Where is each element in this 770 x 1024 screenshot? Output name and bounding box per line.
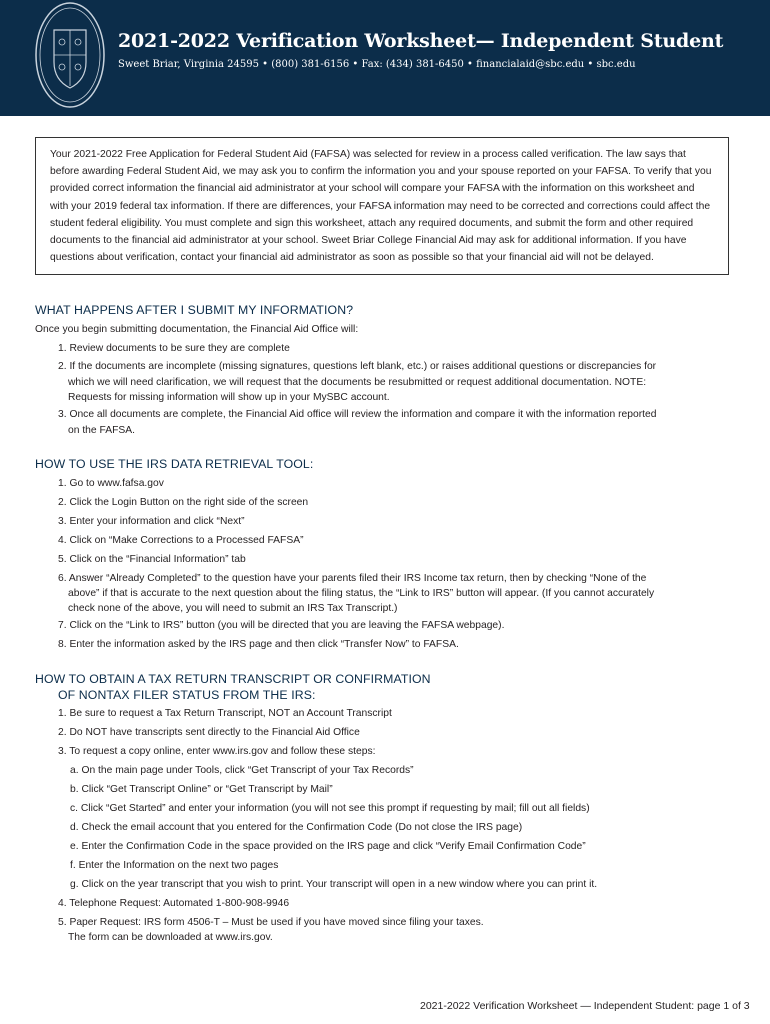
page-footer [420,1000,750,1012]
sub-list-item: c. Click “Get Started” and enter your information (you will not see this prompt if requesting by mail; fill out all fields) [70,803,590,814]
sub-list-item: e. Enter the Confirmation Code in the space provided on the IRS page and click “Verify Email Confirmation Code” [70,841,586,852]
list-item: 3. To request a copy online, enter www.irs.gov and follow these steps: [58,746,376,757]
list-item: 4. Click on “Make Corrections to a Processed FAFSA” [58,535,304,546]
list-item: check none of the above, you will need to submit an IRS Tax Transcript.) [68,603,398,614]
intro-text: Your 2021-2022 Free Application for Federal Student Aid (FAFSA) was selected for review in a process called verification. The law says that before awarding Federal Student Aid, we may ask you to confirm the information you and your spouse reported on your FAFSA. To verify that you provided correct information the financial aid administrator at your school will compare your FAFSA with the information on this worksheet and with your 2019 federal tax information. If there are differences, your FAFSA information may need to be corrected and corrections could affect the student federal eligibility. You must complete and sign this worksheet, attach any required documents, and submit the form and other required documents to the financial aid administrator at your school. Sweet Briar College Financial Aid may ask for additional information. If you have questions about verification, contact your financial aid administrator as soon as possible so that your financial aid will not be delayed. [50,149,712,264]
list-item: The form can be downloaded at www.irs.gov. [68,932,273,943]
intro-box [35,137,729,275]
section-heading-irs-drt: HOW TO USE THE IRS DATA RETRIEVAL TOOL: [35,457,314,471]
list-item: 7. Click on the “Link to IRS” button (you will be directed that you are leaving the FAFSA webpage). [58,620,505,631]
list-item: 2. Click the Login Button on the right side of the screen [58,497,309,508]
list-item: on the FAFSA. [68,425,135,436]
list-item: 2. Do NOT have transcripts sent directly to the Financial Aid Office [58,727,360,738]
section-heading-after-submit: WHAT HAPPENS AFTER I SUBMIT MY INFORMATION? [35,303,354,317]
list-item: 1. Go to www.fafsa.gov [58,478,164,489]
header-banner [0,0,770,116]
list-item: 5. Paper Request: IRS form 4506-T – Must be used if you have moved since filing your taxes. [58,917,484,928]
section-heading-tax-transcript [35,671,431,703]
sub-list-item: b. Click “Get Transcript Online” or “Get Transcript by Mail” [70,784,333,795]
list-item: Requests for missing information will show up in your MySBC account. [68,392,390,403]
section1-lead: Once you begin submitting documentation, the Financial Aid Office will: [35,324,359,335]
college-seal-logo [34,0,106,110]
list-item: above” if that is accurate to the next question about the filing status, the “Link to IRS” button will appear. (If you cannot accurately [68,588,655,599]
list-item: 6. Answer “Already Completed” to the question have your parents filed their IRS Income tax return, then by checking “None of the [58,573,647,584]
list-item: 4. Telephone Request: Automated 1-800-908-9946 [58,898,290,909]
sub-list-item: a. On the main page under Tools, click “Get Transcript of your Tax Records” [70,765,414,776]
list-item: 5. Click on the “Financial Information” tab [58,554,246,565]
list-item: 8. Enter the information asked by the IRS page and then click “Transfer Now” to FAFSA. [58,639,459,650]
list-item: 1. Be sure to request a Tax Return Transcript, NOT an Account Transcript [58,708,392,719]
list-item: 3. Once all documents are complete, the Financial Aid office will review the information and compare it with the information reported [58,409,657,420]
sub-list-item: f. Enter the Information on the next two pages [70,860,279,871]
heading-line-2: OF NONTAX FILER STATUS FROM THE IRS: [58,688,316,702]
list-item: 2. If the documents are incomplete (missing signatures, questions left blank, etc.) or raises additional questions or discrepancies for [58,361,657,372]
contact-line: Sweet Briar, Virginia 24595 • (800) 381-6156 • Fax: (434) 381-6450 • financialaid@sbc.edu • sbc.edu [118,59,636,70]
sub-list-item: d. Check the email account that you entered for the Confirmation Code (Do not close the IRS page) [70,822,523,833]
footer-label: Verification Worksheet — Independent Student: page 1 of 3 [473,1000,750,1012]
list-item: 3. Enter your information and click “Next” [58,516,245,527]
page-title: 2021-2022 Verification Worksheet— Independent Student [118,30,724,52]
heading-line-1: HOW TO OBTAIN A TAX RETURN TRANSCRIPT OR CONFIRMATION [35,672,431,686]
list-item: which we will need clarification, we will request that the documents be resubmitted or request additional documentation. NOTE: [68,377,647,388]
list-item: 1. Review documents to be sure they are complete [58,343,290,354]
sub-list-item: g. Click on the year transcript that you wish to print. Your transcript will open in a new window where you can print it. [70,879,598,890]
footer-year: 2021-2022 [420,1000,471,1012]
